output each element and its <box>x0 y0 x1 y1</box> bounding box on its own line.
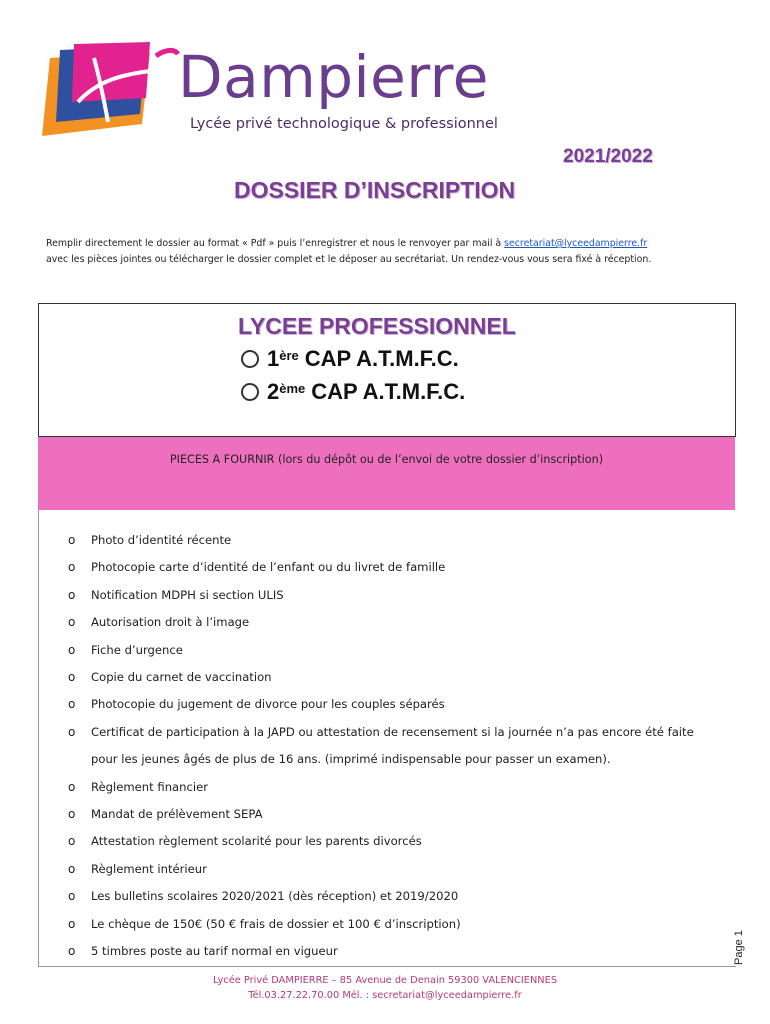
option-1-label: CAP A.T.M.F.C. <box>304 346 459 371</box>
list-item-text: Copie du carnet de vaccination <box>91 670 272 685</box>
list-item-text: Photocopie carte d’identité de l’enfant ou du livret de famille <box>91 560 446 575</box>
list-item <box>68 691 718 718</box>
list-item <box>68 911 718 938</box>
option-1ere-cap[interactable] <box>241 346 459 372</box>
school-year: 2021/2022 <box>563 146 653 167</box>
footer-address: Lycée Privé DAMPIERRE – 85 Avenue de Denain 59300 VALENCIENNES <box>212 975 558 986</box>
list-item-text: Le chèque de 150€ (50 € frais de dossier et 100 € d’inscription) <box>91 916 461 931</box>
radio-1ere-cap[interactable] <box>241 350 259 368</box>
radio-2eme-cap[interactable] <box>241 383 259 401</box>
list-item-text: Attestation règlement scolarité pour les parents divorcés <box>91 834 422 849</box>
logo-wordmark: Dampierre <box>178 43 489 111</box>
option-1-sup: ère <box>279 347 299 363</box>
list-item-text: Photocopie du jugement de divorce pour les couples séparés <box>91 697 445 712</box>
list-item-text: Les bulletins scolaires 2020/2021 (dès réception) et 2019/2020 <box>91 889 459 904</box>
list-item <box>68 719 718 774</box>
list-item-text: Photo d’identité récente <box>91 533 232 547</box>
list-item <box>68 774 718 801</box>
pieces-header-text: PIECES A FOURNIR (lors du dépôt ou de l’envoi de votre dossier d’inscription) <box>169 453 604 466</box>
logo-emblem-icon <box>38 40 188 140</box>
option-2eme-cap[interactable] <box>241 379 465 405</box>
intro-line-1: Remplir directement le dossier au format « Pdf » puis l’enregistrer et nous le renvoyer par mail à <box>46 238 505 249</box>
list-item-text: Règlement financier <box>91 779 208 794</box>
list-item <box>68 582 718 609</box>
logo-tagline: Lycée privé technologique & professionnel <box>190 116 498 132</box>
dampierre-logo <box>38 40 538 140</box>
list-item <box>68 637 718 664</box>
option-2-sup: ème <box>279 380 306 396</box>
list-item <box>68 554 718 581</box>
bullet-icon: o <box>68 779 76 794</box>
list-item <box>68 664 718 691</box>
list-item-text: Mandat de prélèvement SEPA <box>91 807 263 822</box>
list-item-text: Fiche d’urgence <box>91 642 183 657</box>
list-item <box>68 883 718 910</box>
intro-text <box>46 236 736 268</box>
option-2-number: 2 <box>267 379 280 404</box>
email-link[interactable]: secretariat@lyceedampierre.fr <box>504 238 648 249</box>
section-box <box>38 303 736 437</box>
bullet-icon: o <box>68 724 76 739</box>
page-number: Page 1 <box>733 930 745 965</box>
list-item <box>68 609 718 636</box>
bullet-icon: o <box>68 889 76 904</box>
list-item-text: Certificat de participation à la JAPD ou attestation de recensement si la journée n’a pas encore été faite pour les jeunes âgés de plus de 16 ans. (imprimé indispensable pour passer un examen). <box>91 724 694 767</box>
option-1-number: 1 <box>267 346 280 371</box>
bullet-icon: o <box>68 642 76 657</box>
list-item-text: 5 timbres poste au tarif normal en vigueur <box>91 944 338 959</box>
list-item <box>68 527 718 554</box>
bullet-icon: o <box>68 834 76 849</box>
bullet-icon: o <box>68 587 76 602</box>
intro-line-2: avec les pièces jointes ou télécharger le dossier complet et le déposer au secrétariat. Un rendez-vous vous sera fixé à réception. <box>46 254 652 265</box>
pieces-header-band <box>38 437 735 510</box>
list-item <box>68 938 718 965</box>
bullet-icon: o <box>68 944 76 959</box>
list-item <box>68 828 718 855</box>
option-2-label: CAP A.T.M.F.C. <box>311 379 466 404</box>
bullet-icon: o <box>68 615 76 630</box>
section-title: LYCEE PROFESSIONNEL <box>238 313 516 339</box>
bullet-icon: o <box>68 697 76 712</box>
footer-contact: Tél.03.27.22.70.00 Mél. : secretariat@lyceedampierre.fr <box>248 990 522 1001</box>
list-item-text: Règlement intérieur <box>91 861 207 876</box>
list-item-text: Autorisation droit à l’image <box>91 615 250 630</box>
page-title: DOSSIER D’INSCRIPTION <box>234 177 516 203</box>
bullet-icon: o <box>68 807 76 822</box>
bullet-icon: o <box>68 560 76 575</box>
bullet-icon: o <box>68 533 76 547</box>
pieces-list <box>68 527 718 966</box>
bullet-icon: o <box>68 670 76 685</box>
bullet-icon: o <box>68 861 76 876</box>
bullet-icon: o <box>68 916 76 931</box>
list-item-text: Notification MDPH si section ULIS <box>91 587 284 602</box>
list-item <box>68 856 718 883</box>
list-item <box>68 801 718 828</box>
